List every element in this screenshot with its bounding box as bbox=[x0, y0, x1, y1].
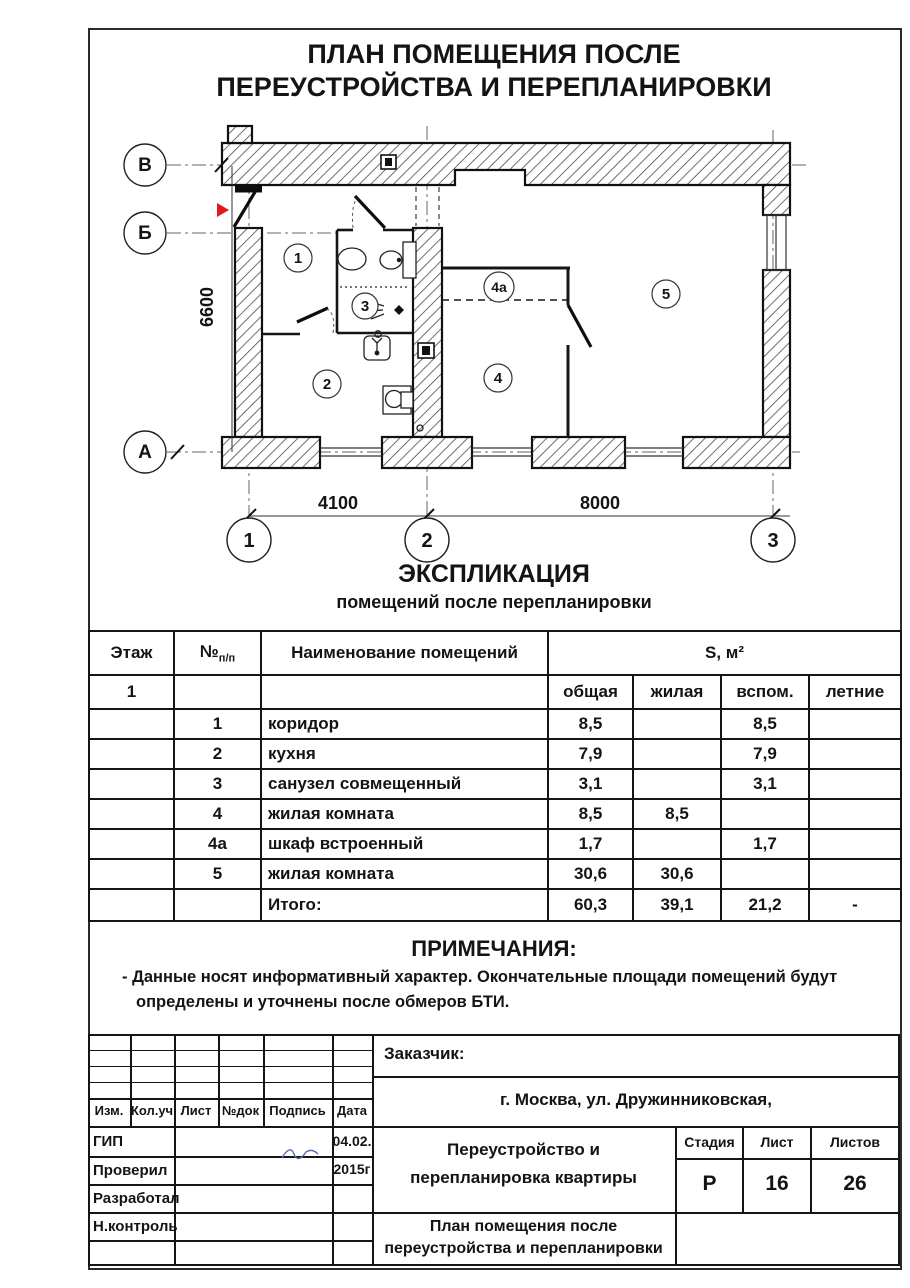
floor-value: 1 bbox=[89, 675, 174, 709]
col-num: $№_{п/п}$ bbox=[174, 631, 261, 675]
door-swing-arc2 bbox=[327, 309, 334, 333]
col-name: Наименование помещений bbox=[261, 631, 548, 675]
note-line2: определены и уточнены после обмеров БТИ. bbox=[136, 993, 510, 1011]
window-right bbox=[763, 215, 790, 270]
date-line2: 2015г bbox=[333, 1161, 371, 1177]
role-nkontrol: Н.контроль bbox=[93, 1218, 178, 1235]
kitchen-door-leaf bbox=[297, 308, 328, 322]
page-title bbox=[88, 38, 900, 104]
customer-label: Заказчик: bbox=[384, 1044, 465, 1063]
col-floor: Этаж bbox=[89, 631, 174, 675]
dim-6600: 6600 bbox=[197, 286, 217, 328]
note-line1: - Данные носят информативный характер. Окончательные площади помещений будут bbox=[122, 968, 838, 986]
stage-value: Р bbox=[702, 1172, 717, 1195]
role-gip: ГИП bbox=[93, 1133, 124, 1150]
explication-subheading: помещений после перепланировки bbox=[336, 592, 652, 612]
rev-col-data: Дата bbox=[336, 1103, 368, 1118]
room5-door-leaf bbox=[568, 305, 591, 347]
explication-table bbox=[88, 630, 902, 922]
door-swing-arc bbox=[353, 198, 358, 228]
stage-header: Стадия bbox=[684, 1134, 735, 1150]
svg-text:В: В bbox=[138, 155, 152, 176]
table-row: 3 санузел совмещенный 3,1 3,1 bbox=[89, 769, 901, 799]
central-wall bbox=[413, 228, 442, 437]
svg-text:1: 1 bbox=[243, 530, 255, 552]
subcol-total: общая bbox=[548, 675, 633, 709]
page-title-line2: ПЕРЕУСТРОЙСТВА И ПЕРЕПЛАНИРОВКИ bbox=[216, 72, 772, 102]
signature-mark bbox=[278, 1142, 322, 1164]
left-wall bbox=[235, 228, 262, 437]
subcol-summer: летние bbox=[809, 675, 901, 709]
floor-plan bbox=[88, 112, 900, 564]
bottom-wall-pier1 bbox=[222, 437, 320, 468]
svg-text:4а: 4а bbox=[491, 279, 507, 295]
entrance-door-leaf bbox=[234, 192, 255, 227]
kitchen-tap-icon bbox=[372, 338, 382, 355]
entrance-marker-icon bbox=[217, 203, 229, 217]
axis-marker-3 bbox=[751, 518, 795, 562]
sheet-header: Лист bbox=[760, 1134, 794, 1150]
axis-marker-1 bbox=[227, 518, 271, 562]
table-row: 1 коридор 8,5 8,5 bbox=[89, 709, 901, 739]
table-row: 4а шкаф встроенный 1,7 1,7 bbox=[89, 829, 901, 859]
sanitary-fixtures bbox=[338, 242, 423, 431]
svg-text:2: 2 bbox=[421, 530, 433, 552]
right-wall-upper bbox=[763, 185, 790, 215]
rev-col-podpis: Подпись bbox=[269, 1103, 326, 1118]
bottom-wall-pier3 bbox=[532, 437, 625, 468]
table-subheader-row bbox=[89, 675, 901, 709]
subcol-living: жилая bbox=[633, 675, 721, 709]
axis-marker-a bbox=[124, 431, 166, 473]
room-label-1 bbox=[284, 244, 312, 272]
role-proveril: Проверил bbox=[93, 1162, 168, 1179]
col-area: S, м² bbox=[548, 631, 901, 675]
axis-marker-2 bbox=[405, 518, 449, 562]
rev-col-izm: Изм. bbox=[94, 1103, 124, 1118]
room-label-4a bbox=[484, 272, 514, 302]
dim-4100: 4100 bbox=[317, 493, 359, 513]
doc-line1: План помещения после bbox=[429, 1218, 618, 1235]
sheets-header: Листов bbox=[829, 1134, 881, 1150]
room-label-3 bbox=[352, 293, 378, 319]
rev-col-koluch: Кол.уч bbox=[130, 1103, 174, 1118]
table-row: 2 кухня 7,9 7,9 bbox=[89, 739, 901, 769]
washbasin-icon bbox=[338, 248, 366, 270]
axis-markers bbox=[124, 144, 795, 562]
svg-text:5: 5 bbox=[661, 286, 671, 303]
table-header-row bbox=[89, 631, 901, 675]
bottom-wall-pier4 bbox=[683, 437, 790, 468]
dim-8000: 8000 bbox=[579, 493, 621, 513]
svg-text:А: А bbox=[138, 442, 152, 463]
bathroom-door-leaf bbox=[355, 196, 385, 228]
svg-text:1: 1 bbox=[293, 250, 303, 267]
room-label-2 bbox=[313, 370, 341, 398]
bottom-wall-pier2 bbox=[382, 437, 472, 468]
title-block bbox=[88, 1034, 900, 1266]
sheet-value: 16 bbox=[765, 1172, 789, 1195]
notes-heading: ПРИМЕЧАНИЯ: bbox=[411, 936, 577, 961]
bath-column bbox=[403, 242, 416, 278]
explication-heading: ЭКСПЛИКАЦИЯ bbox=[398, 560, 590, 588]
svg-text:Б: Б bbox=[138, 223, 152, 244]
room-label-5 bbox=[652, 280, 680, 308]
axis-marker-b bbox=[124, 212, 166, 254]
total-label: Итого: bbox=[261, 889, 548, 921]
svg-text:3: 3 bbox=[360, 298, 370, 315]
right-wall-lower bbox=[763, 270, 790, 437]
subcol-aux: вспом. bbox=[721, 675, 809, 709]
doc-line2: переустройства и перепланировки bbox=[384, 1240, 663, 1257]
project-line2: перепланировка квартиры bbox=[410, 1168, 637, 1187]
table-row: 5 жилая комната 30,6 30,6 bbox=[89, 859, 901, 889]
table-row: 4 жилая комната 8,5 8,5 bbox=[89, 799, 901, 829]
top-wall-pier bbox=[228, 126, 252, 143]
svg-text:2: 2 bbox=[322, 376, 332, 393]
page-title-line1: ПЛАН ПОМЕЩЕНИЯ ПОСЛЕ bbox=[307, 39, 681, 69]
room-label-4 bbox=[484, 364, 512, 392]
sheets-value: 26 bbox=[843, 1172, 867, 1195]
svg-text:4: 4 bbox=[493, 370, 503, 387]
axis-marker-v bbox=[124, 144, 166, 186]
role-razrabotal: Разработал bbox=[93, 1190, 180, 1207]
date-line1: 04.02. bbox=[332, 1133, 372, 1149]
top-wall bbox=[222, 143, 790, 185]
rev-col-list: Лист bbox=[180, 1103, 212, 1118]
rev-col-dok: №док bbox=[221, 1103, 260, 1118]
svg-text:3: 3 bbox=[767, 530, 779, 552]
address: г. Москва, ул. Дружинниковская, bbox=[500, 1090, 772, 1109]
project-line1: Переустройство и bbox=[447, 1140, 600, 1159]
table-total-row: Итого: 60,3 39,1 21,2 - bbox=[89, 889, 901, 921]
